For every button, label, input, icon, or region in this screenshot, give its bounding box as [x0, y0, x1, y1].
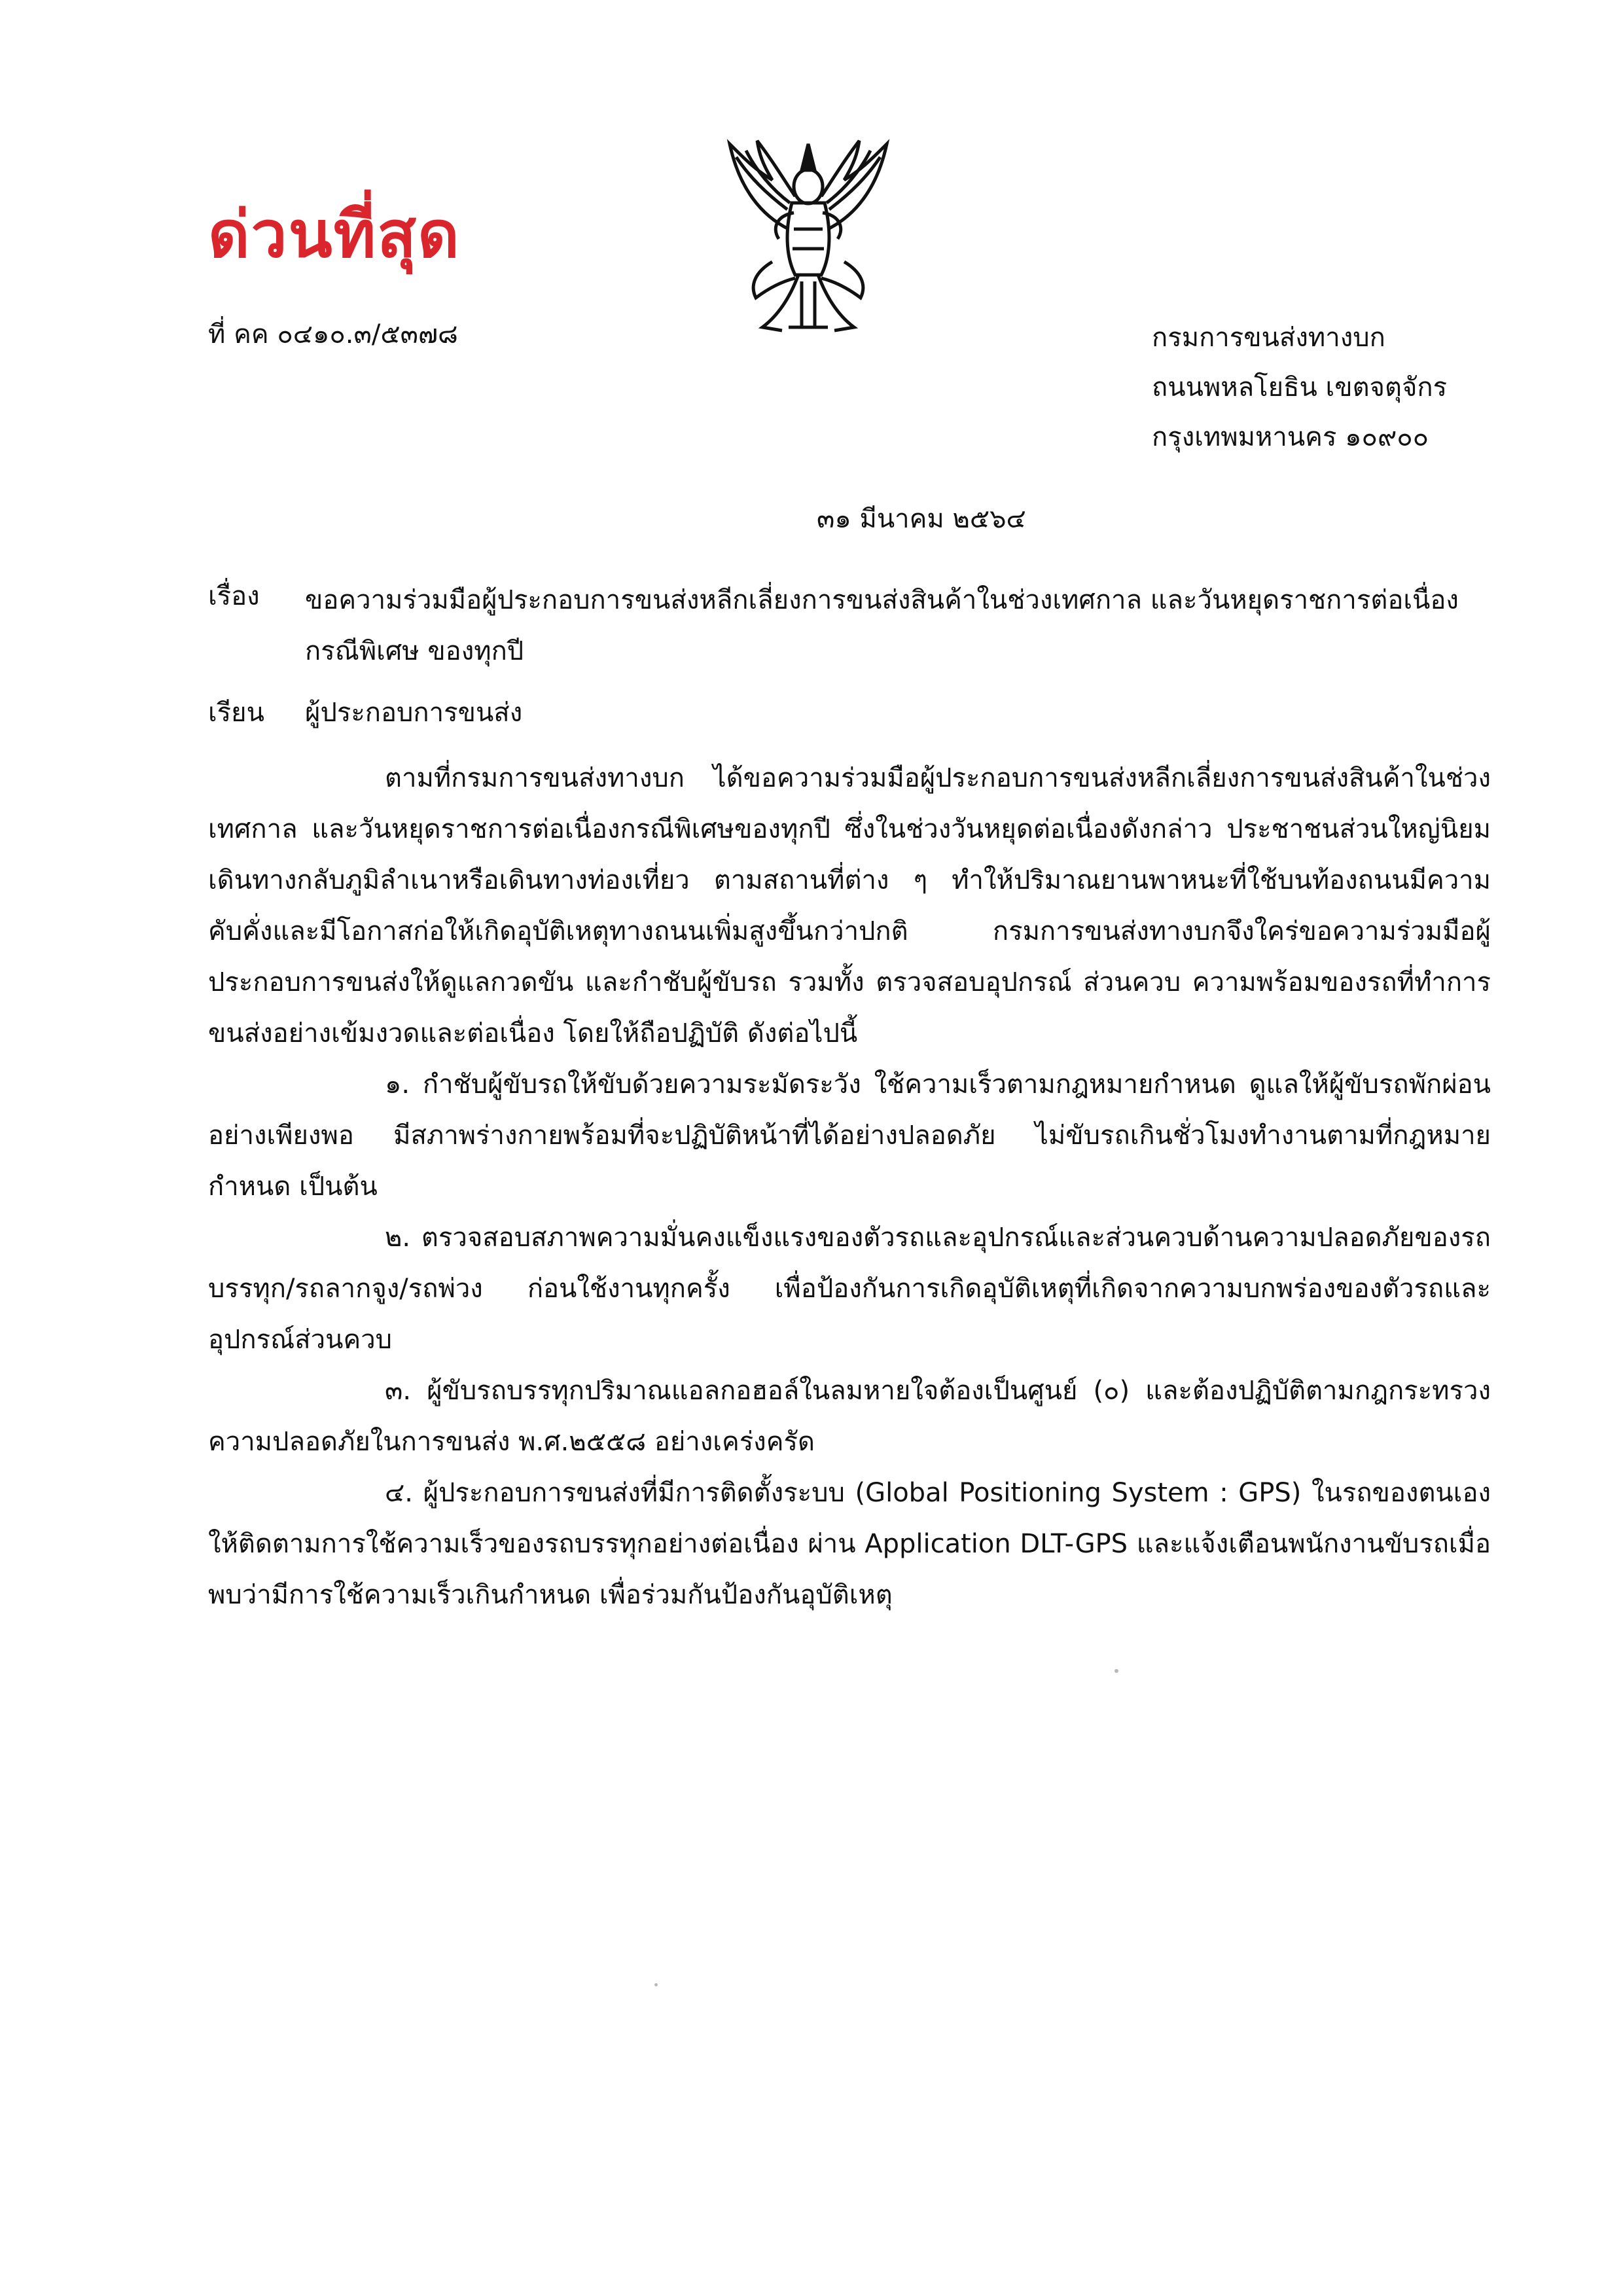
subject-label: เรื่อง [208, 581, 260, 611]
document-number: ที่ คค ๐๔๑๐.๓/๕๓๗๘ [208, 319, 458, 350]
sender-address [1152, 313, 1447, 462]
recipient-text: ผู้ประกอบการขนส่ง [305, 698, 523, 728]
body-paragraph: ๑. กำชับผู้ขับรถให้ขับด้วยความระมัดระวัง ใช้ความเร็วตามกฎหมายกำหนด ดูแลให้ผู้ขับรถพักผ่อนอย่างเพียงพอ มีสภาพร่างกายพร้อมที่จะปฏิบัติหน้าที่ได้อย่างปลอดภัย ไม่ขับรถเกินชั่วโมงทำงานตามที่กฎหมายกำหนด เป็นต้น [208, 1069, 1491, 1202]
body-paragraph: ตามที่กรมการขนส่งทางบก ได้ขอความร่วมมือผู้ประกอบการขนส่งหลีกเลี่ยงการขนส่งสินค้าในช่วงเทศกาล และวันหยุดราชการต่อเนื่องกรณีพิเศษของทุกปี ซึ่งในช่วงวันหยุดต่อเนื่องดังกล่าว ประชาชนส่วนใหญ่นิยมเดินทางกลับภูมิลำเนาหรือเดินทางท่องเที่ยว ตามสถานที่ต่าง ๆ ทำให้ปริมาณยานพาหนะที่ใช้บนท้องถนนมีความคับคั่งและมีโอกาสก่อให้เกิดอุบัติเหตุทางถนนเพิ่มสูงขึ้นกว่าปกติ กรมการขนส่งทางบกจึงใคร่ขอความร่วมมือผู้ประกอบการขนส่งให้ดูแลกวดขัน และกำชับผู้ขับรถ รวมทั้ง ตรวจสอบอุปกรณ์ ส่วนควบ ความพร้อมของรถที่ทำการขนส่งอย่างเข้มงวดและต่อเนื่อง โดยให้ถือปฏิบัติ ดังต่อไปนี้ [208, 763, 1491, 1049]
body-paragraph: ๔. ผู้ประกอบการขนส่งที่มีการติดตั้งระบบ (Global Positioning System : GPS) ในรถของตนเองให้ติดตามการใช้ความเร็วของรถบรรทุกอย่างต่อเนื่อง ผ่าน Application DLT-GPS และแจ้งเตือนพนักงานขับรถเมื่อพบว่ามีการใช้ความเร็วเกินกำหนด เพื่อร่วมกันป้องกันอุบัติเหตุ [208, 1478, 1491, 1610]
scan-speck [1115, 1669, 1118, 1673]
address-line: กรุงเทพมหานคร ๑๐๙๐๐ [1152, 422, 1429, 452]
letter-body [208, 753, 1491, 1621]
address-line: ถนนพหลโยธิน เขตจตุจักร [1152, 372, 1448, 403]
garuda-emblem-icon [710, 131, 906, 347]
subject-text: ขอความร่วมมือผู้ประกอบการขนส่งหลีกเลี่ยงการขนส่งสินค้าในช่วงเทศกาล และวันหยุดราชการต่อเนื่อง กรณีพิเศษ ของทุกปี [305, 585, 1459, 666]
scan-speck [654, 1983, 658, 1986]
address-line: กรมการขนส่งทางบก [1152, 323, 1385, 353]
urgency-stamp: ด่วนที่สุด [208, 198, 461, 272]
body-paragraph: ๓. ผู้ขับรถบรรทุกปริมาณแอลกอฮอล์ในลมหายใจต้องเป็นศูนย์ (๐) และต้องปฏิบัติตามกฎกระทรวงความปลอดภัยในการขนส่ง พ.ศ.๒๕๕๘ อย่างเคร่งครัด [208, 1376, 1491, 1457]
letter-date: ๓๑ มีนาคม ๒๕๖๔ [817, 504, 1026, 534]
recipient-label: เรียน [208, 698, 264, 728]
body-paragraph: ๒. ตรวจสอบสภาพความมั่นคงแข็งแรงของตัวรถและอุปกรณ์และส่วนควบด้านความปลอดภัยของรถบรรทุก/รถลากจูง/รถพ่วง ก่อนใช้งานทุกครั้ง เพื่อป้องกันการเกิดอุบัติเหตุที่เกิดจากความบกพร่องของตัวรถและอุปกรณ์ส่วนควบ [208, 1223, 1491, 1355]
